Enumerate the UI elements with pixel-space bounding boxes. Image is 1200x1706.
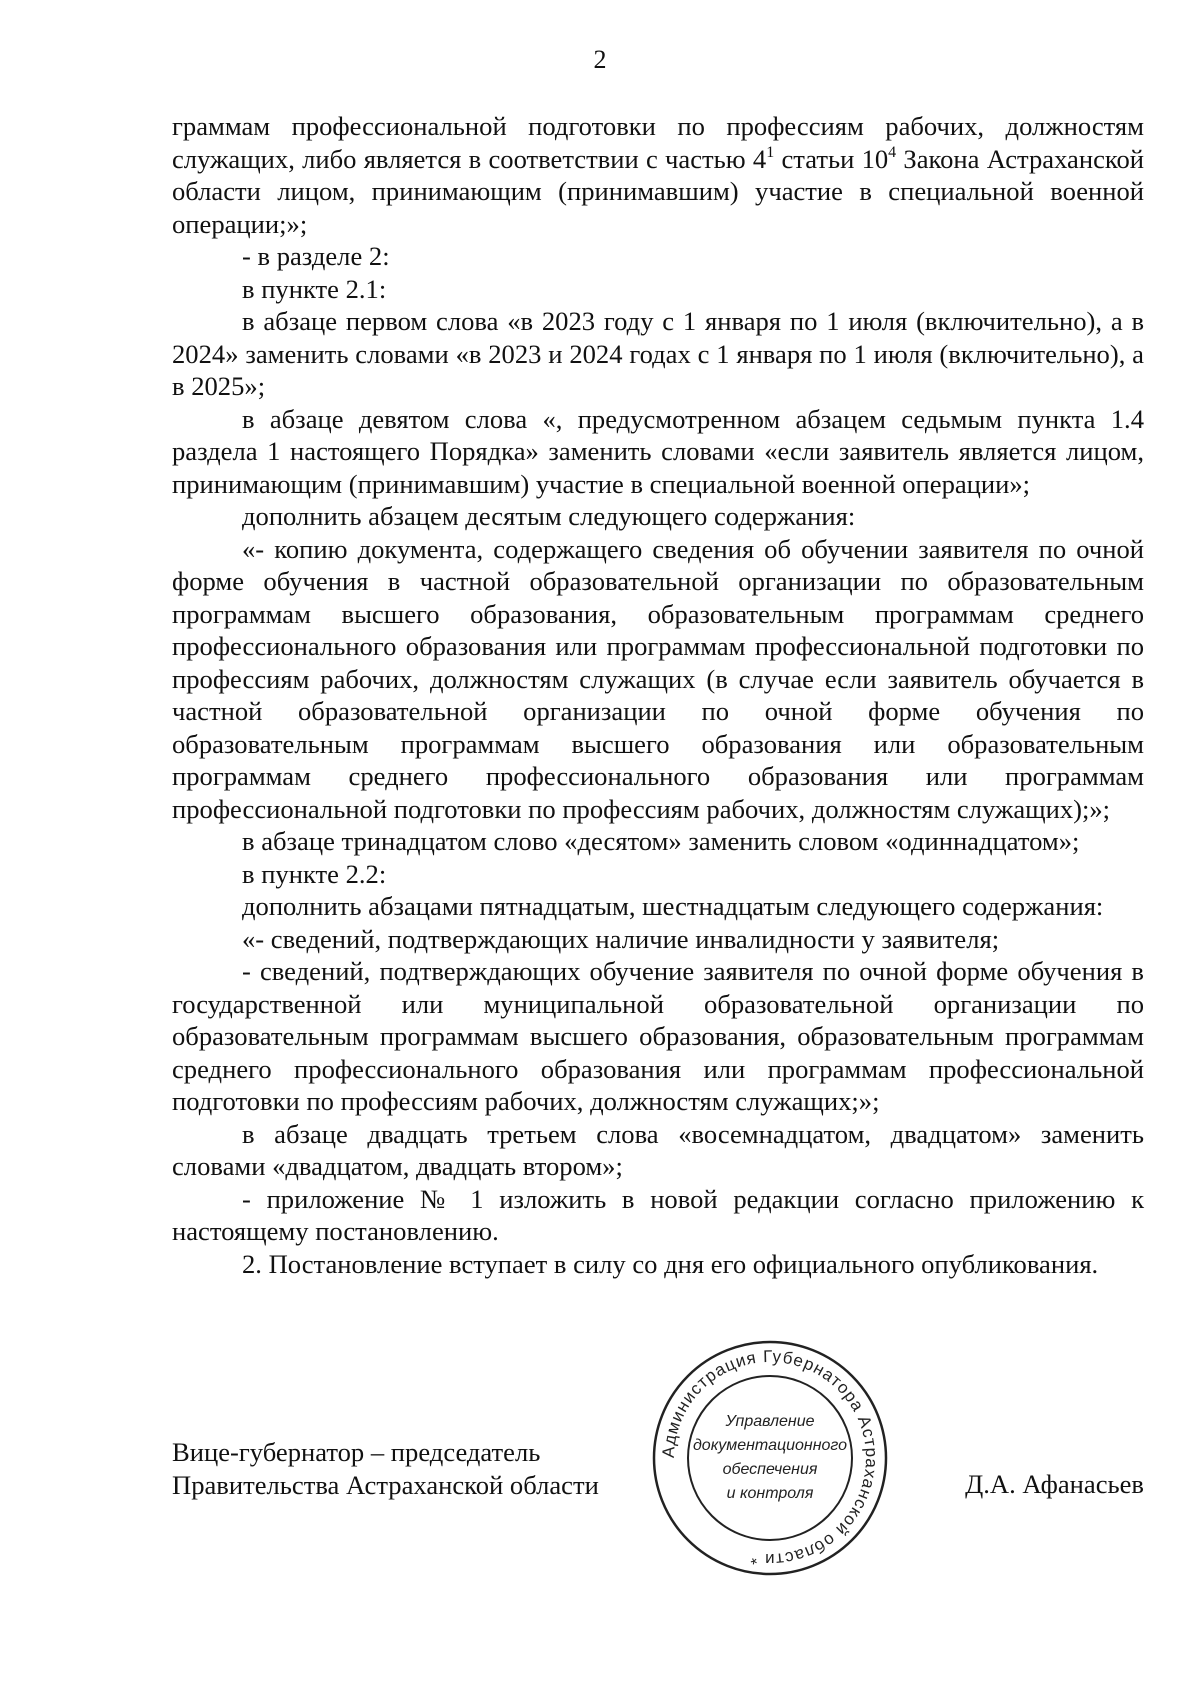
stamp-center-line-3: обеспечения [722, 1461, 818, 1478]
paragraph: в пункте 2.1: [242, 273, 387, 304]
paragraph: в абзаце первом слова «в 2023 году с 1 января по 1 июля (включительно), а в 2024» заменить словами «в 2023 и 2024 годах с 1 января по 1 июля (включительно), а в 2025»; [172, 306, 1144, 401]
paragraph: дополнить абзацем десятым следующего содержания: [242, 501, 856, 531]
page-number: 2 [593, 45, 607, 74]
paragraph: в абзаце тринадцатом слово «десятом» заменить словом «одиннадцатом»; [242, 826, 1080, 856]
paragraph: - в разделе 2: [242, 241, 390, 271]
paragraph: 2. Постановление вступает в силу со дня его официального опубликования. [242, 1248, 1099, 1279]
document-body [172, 110, 1144, 1280]
superscript: 4 [888, 143, 897, 161]
paragraph: в абзаце двадцать третьем слова «восемнадцатом, двадцатом» заменить словами «двадцатом, двадцать втором»; [172, 1118, 1144, 1181]
signatory-title-line-1: Вице-губернатор – председатель [172, 1437, 541, 1467]
paragraph: дополнить абзацами пятнадцатым, шестнадцатым следующего содержания: [242, 891, 1104, 921]
stamp-center-line-4: и контроля [726, 1485, 814, 1502]
svg-text:Администрация Губернатора Астр [659, 1347, 881, 1569]
paragraph-fragment: Закона Астраханской области лицом, принимающим (принимавшим) участие в специальной военной операции;»; [172, 143, 1144, 239]
paragraph-fragment: статьи 10 [774, 143, 889, 174]
paragraph: в абзаце девятом слова «, предусмотренном абзацем седьмым пункта 1.4 раздела 1 настоящего Порядка» заменить словами «если заявитель является лицом, принимающим (принимавшим) участие в специальной военной операции»; [172, 403, 1144, 499]
paragraph: «- копию документа, содержащего сведения об обучении заявителя по очной форме обучения в частной образовательной организации по образовательным программам высшего образования, образовательным программам среднего профессионального образования или программам профессиональной подготовки по профессиям рабочих, должностям служащих (в случае если заявитель обучается в частной образовательной организации по очной форме обучения по образовательным программам высшего образования или образовательным программам среднего профессионального образования или программам профессиональной подготовки по профессиям рабочих, должностям служащих);»; [172, 533, 1144, 824]
paragraph: в пункте 2.2: [242, 858, 387, 889]
paragraph-fragment: граммам профессиональной подготовки по профессиям рабочих, должностям служащих, либо является в соответствии с частью 4 [172, 111, 1144, 174]
stamp-center-line-2: документационного [692, 1437, 848, 1454]
stamp-center-line-1: Управление [725, 1413, 815, 1430]
paragraph: - приложение № 1 изложить в новой редакции согласно приложению к настоящему постановлению. [172, 1183, 1144, 1246]
paragraph: - сведений, подтверждающих обучение заявителя по очной форме обучения в государственной или муниципальной образовательной организации по образовательным программам высшего образования, образовательным программам среднего профессионального образования или программам профессиональной подготовки по профессиям рабочих, должностям служащих;»; [172, 956, 1144, 1116]
paragraph [172, 110, 1144, 240]
signatory-name: Д.А. Афанасьев [965, 1469, 1144, 1499]
signatory-title [172, 1436, 599, 1501]
superscript: 1 [766, 143, 775, 161]
signatory-title-line-2: Правительства Астраханской области [172, 1469, 599, 1500]
stamp-ring-text: Администрация Губернатора Астраханской области * [658, 1346, 882, 1570]
stamp-seal-icon [650, 1338, 890, 1578]
paragraph: «- сведений, подтверждающих наличие инвалидности у заявителя; [242, 923, 1000, 954]
official-stamp [650, 1338, 890, 1578]
